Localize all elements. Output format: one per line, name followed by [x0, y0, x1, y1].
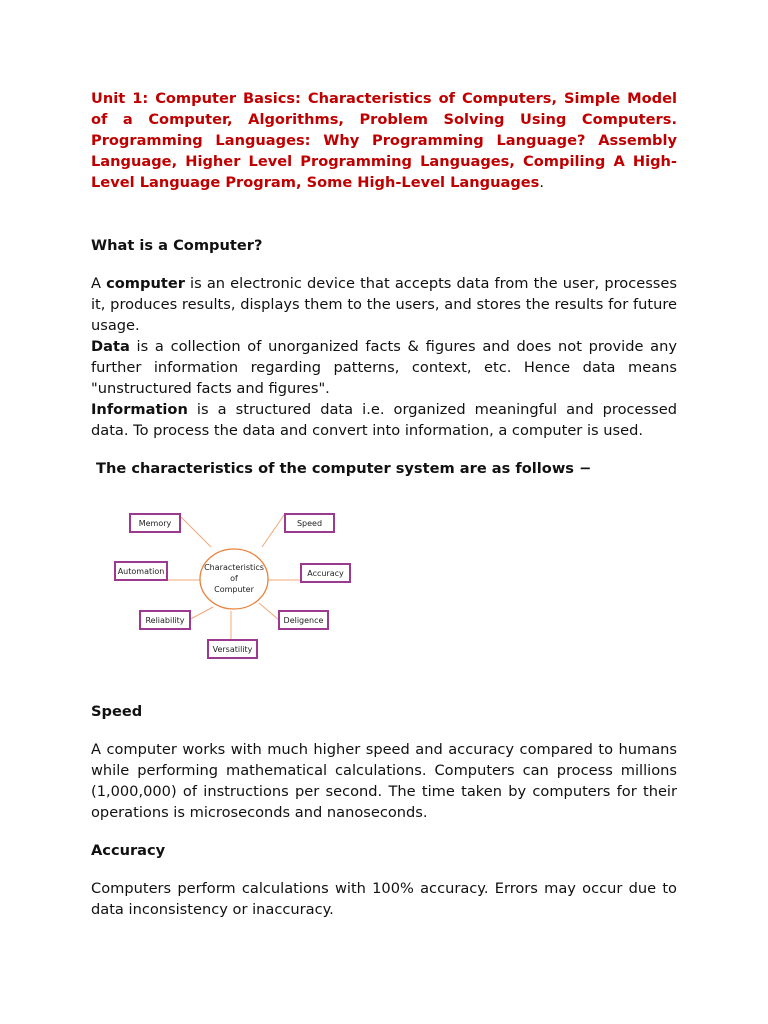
data-definition	[91, 336, 677, 399]
document-page	[91, 88, 677, 920]
box-deligence: Deligence	[278, 610, 329, 630]
data-term: Data	[91, 338, 130, 355]
box-versatility: Versatility	[207, 639, 258, 659]
speed-heading: Speed	[91, 703, 143, 720]
connector-memory	[179, 515, 211, 547]
connector-speed	[262, 515, 284, 547]
speed-paragraph: A computer works with much higher speed and accuracy compared to humans while performing mathematical calculations. Computers can process millions (1,000,000) of instructions per second. The time taken by computers for their operations is microseconds and nanoseconds.	[91, 741, 677, 821]
characteristics-diagram	[101, 499, 361, 679]
center-label-line-3: Computer	[214, 585, 254, 594]
information-term: Information	[91, 401, 188, 418]
accuracy-paragraph: Computers perform calculations with 100% accuracy. Errors may occur due to data inconsistency or inaccuracy.	[91, 880, 677, 918]
information-definition	[91, 399, 677, 441]
computer-definition	[91, 273, 677, 336]
box-automation: Automation	[114, 561, 168, 581]
unit-title-period: .	[539, 174, 544, 191]
accuracy-heading: Accuracy	[91, 842, 166, 859]
center-label	[201, 562, 267, 595]
data-definition-text: is a collection of unorganized facts & figures and does not provide any further information regarding patterns, context, etc. Hence data means "unstructured facts and figures".	[91, 338, 677, 397]
what-is-computer-heading: What is a Computer?	[91, 237, 263, 254]
unit-title	[91, 88, 677, 193]
box-speed: Speed	[284, 513, 335, 533]
center-label-line-1: Characteristics	[204, 563, 264, 572]
characteristics-heading: The characteristics of the computer system are as follows −	[96, 460, 592, 477]
computer-term: computer	[106, 275, 185, 292]
computer-lead: A	[91, 275, 107, 292]
box-memory: Memory	[129, 513, 181, 533]
information-definition-text: is a structured data i.e. organized meaningful and processed data. To process the data and convert into information, a computer is used.	[91, 401, 677, 439]
unit-title-text: Unit 1: Computer Basics: Characteristics of Computers, Simple Model of a Computer, Algorithms, Problem Solving Using Computers. Programming Languages: Why Programming Language? Assembly Language, Higher Level Programming Languages, Compiling A High-Level Language Program, Some High-Level Languages	[91, 90, 677, 191]
computer-definition-text: is an electronic device that accepts data from the user, processes it, produces results, displays them to the users, and stores the results for future usage.	[91, 275, 677, 334]
box-reliability: Reliability	[139, 610, 191, 630]
connector-deligence	[259, 603, 279, 620]
box-accuracy: Accuracy	[300, 563, 351, 583]
center-label-line-2: of	[230, 574, 238, 583]
